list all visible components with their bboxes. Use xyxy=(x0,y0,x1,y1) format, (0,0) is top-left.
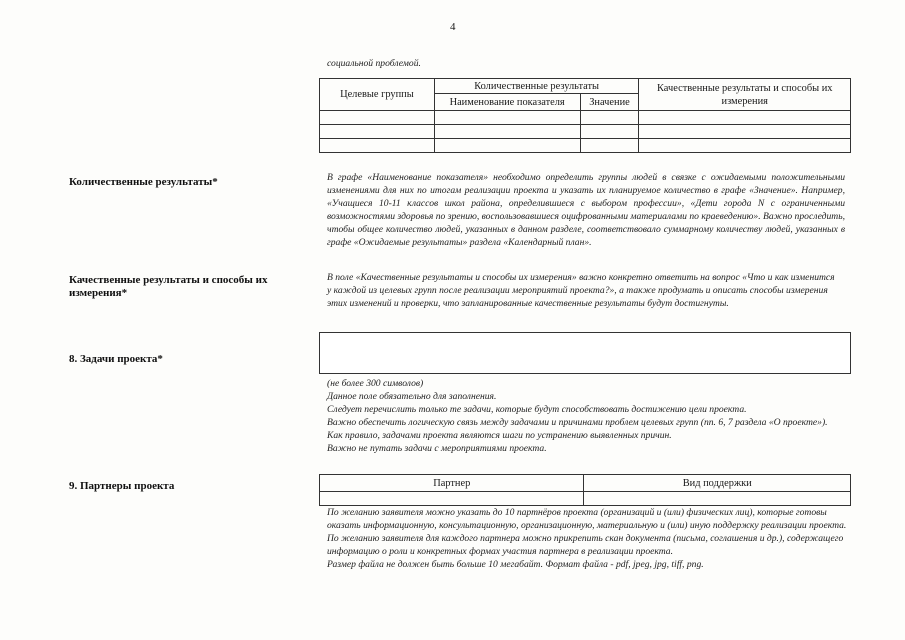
partners-note: По желанию заявителя для каждого партнера можно прикрепить скан документа (письма, соглашения и др.), содержащего информацию о роли и конкретных формах участия партнера в реализации проекта. xyxy=(327,533,844,558)
quant-results-label: Количественные результаты* xyxy=(69,176,218,188)
tasks-label: 8. Задачи проекта* xyxy=(69,353,163,365)
quant-results-hint: В графе «Наименование показателя» необходимо определить группы людей в связке с ожидаемыми положительными изменениями для них по итогам реализации проекта и указать их планируемое количество в графе «Значение». Например, «Учащиеся 10-11 классов школ района, определившиеся с выбором профессии», «Дети города N с ограниченными возможностями здоровья по зрению, воспользовавшиеся оцифрованными материалами по краеведению». Важно проследить, чтобы общее количество людей, указанных в данном разделе, соответствовало суммарному количеству людей, указанных в графе «Ожидаемые результаты» раздела «Календарный план». xyxy=(327,172,845,249)
table-cell[interactable] xyxy=(434,139,580,153)
partners-note: По желанию заявителя можно указать до 10 партнёров проекта (организаций и (или) физических лиц), которые готовы оказать информационную, консультационную, организационную, материальную и (или) иную поддержку реализации проекта. xyxy=(327,507,847,532)
col-quant-results: Количественные результаты xyxy=(434,79,639,94)
table-cell[interactable] xyxy=(580,111,639,125)
table-cell[interactable] xyxy=(639,125,851,139)
table-cell[interactable] xyxy=(320,125,435,139)
table-cell[interactable] xyxy=(434,125,580,139)
col-partner: Партнер xyxy=(320,475,584,492)
partners-table xyxy=(319,474,851,506)
intro-tail-text: социальной проблемой. xyxy=(327,58,421,69)
tasks-note: Следует перечислить только те задачи, которые будут способствовать достижению цели проекта. xyxy=(327,404,747,416)
table-cell[interactable] xyxy=(320,111,435,125)
quality-results-hint: В поле «Качественные результаты и способы их измерения» важно конкретно ответить на вопрос «Что и как изменится у каждой из целевых групп после реализации мероприятий проекта?», а также продумать и описать способы измерения этих изменений и проверки, что запланированные качественные результаты будут достигнуты. xyxy=(327,272,835,310)
tasks-note: Важно обеспечить логическую связь между задачами и причинами проблем целевых групп (пп. 6, 7 раздела «О проекте»). Как правило, задачами проекта являются шаги по устранению выявленных причин. xyxy=(327,417,828,442)
table-cell[interactable] xyxy=(584,492,851,506)
partners-notes xyxy=(327,506,847,571)
table-row xyxy=(320,492,851,506)
col-quality-results: Качественные результаты и способы их измерения xyxy=(639,79,851,111)
table-cell[interactable] xyxy=(639,111,851,125)
table-row xyxy=(320,125,851,139)
partners-note: Размер файла не должен быть больше 10 мегабайт. Формат файла - pdf, jpeg, jpg, tiff, png. xyxy=(327,559,704,571)
table-cell[interactable] xyxy=(580,139,639,153)
results-table xyxy=(319,78,851,153)
table-cell[interactable] xyxy=(320,139,435,153)
tasks-note: Важно не путать задачи с мероприятиями проекта. xyxy=(327,443,547,455)
tasks-notes xyxy=(327,377,845,456)
table-row xyxy=(320,111,851,125)
table-cell[interactable] xyxy=(434,111,580,125)
col-value: Значение xyxy=(580,94,639,111)
table-cell[interactable] xyxy=(580,125,639,139)
table-cell[interactable] xyxy=(320,492,584,506)
col-support-type: Вид поддержки xyxy=(584,475,851,492)
tasks-note: Данное поле обязательно для заполнения. xyxy=(327,391,497,403)
tasks-input[interactable] xyxy=(319,332,851,374)
table-row xyxy=(320,139,851,153)
partners-label: 9. Партнеры проекта xyxy=(69,480,175,492)
page-number: 4 xyxy=(450,21,456,33)
col-indicator-name: Наименование показателя xyxy=(434,94,580,111)
col-target-groups: Целевые группы xyxy=(320,79,435,111)
tasks-note: (не более 300 символов) xyxy=(327,378,424,389)
table-cell[interactable] xyxy=(639,139,851,153)
quality-results-label: Качественные результаты и способы их измерения* xyxy=(69,274,268,299)
